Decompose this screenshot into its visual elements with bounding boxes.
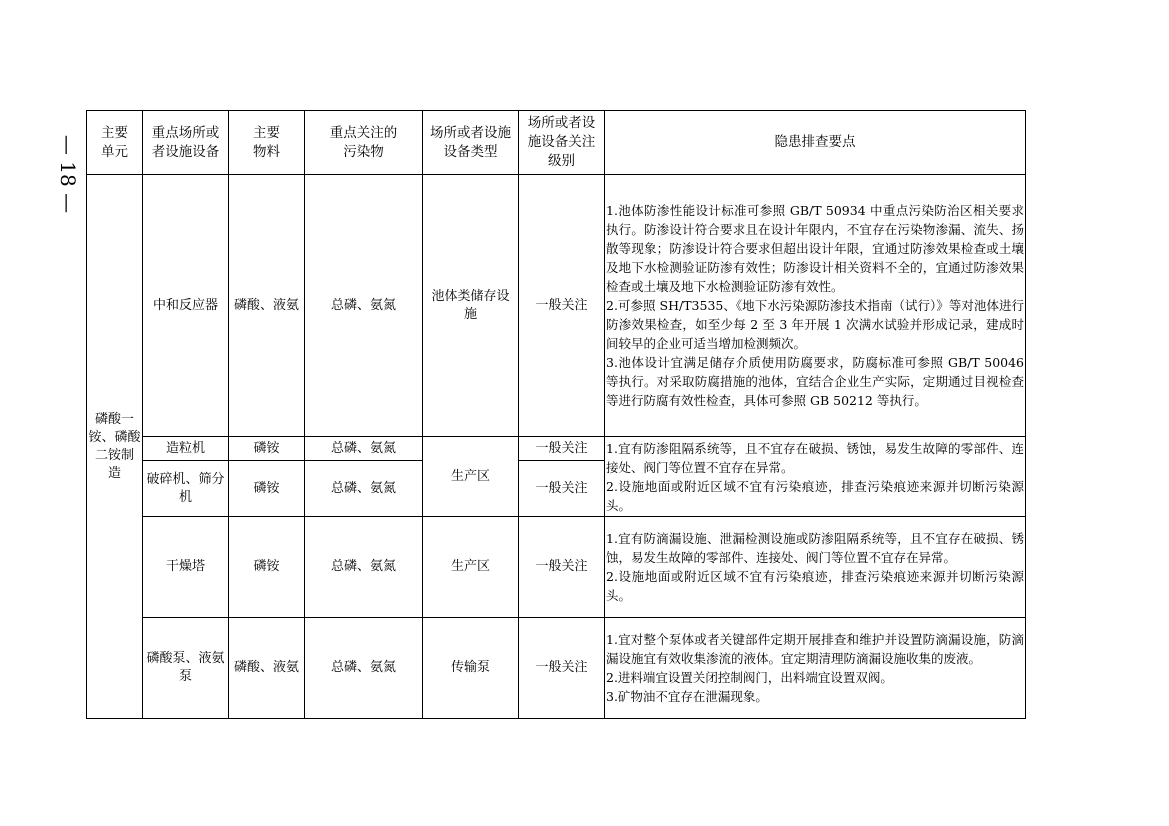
main-unit-text: 磷酸一 铵、磷酸 二铵制 造	[88, 411, 141, 481]
type-text: 传输泵	[450, 660, 490, 675]
facility-text: 中和反应器	[152, 297, 218, 313]
check-point-item: 2.进料端宜设置关闭控制阀门，出料端宜设置双阀。	[606, 670, 893, 685]
table-row	[87, 618, 1026, 719]
header-check-points	[605, 111, 1026, 175]
material-text: 磷铵	[253, 480, 280, 496]
check-point-item: 1.宜有防渗阻隔系统等，且不宜存在破损、锈蚀，易发生故障的零部件、连接处、阀门等位置不宜存在异常。	[606, 440, 1024, 475]
level-cell	[519, 618, 605, 719]
type-cell	[423, 517, 519, 618]
pollutant-text: 总磷、氨氮	[330, 297, 396, 313]
header-attention-level-label: 场所或者设 施设备关注 级别	[527, 115, 596, 169]
header-row	[87, 111, 1026, 175]
header-main-unit	[87, 111, 143, 175]
pollutant-text: 总磷、氨氮	[330, 559, 396, 574]
header-facility	[143, 111, 229, 175]
pollutant-cell	[305, 175, 423, 437]
header-attention-level	[519, 111, 605, 175]
facility-cell	[143, 461, 229, 517]
table-row	[87, 517, 1026, 618]
level-cell	[519, 461, 605, 517]
facility-cell	[143, 437, 229, 461]
material-text: 磷铵	[253, 559, 280, 574]
check-point-item: 2.可参照 SH/T3535、《地下水污染源防渗技术指南（试行）》等对池体进行防渗效果检查，如至少每 2 至 3 年开展 1 次满水试验并形成记录，建成时间较早的企业可适当增加检测频次。	[606, 298, 1024, 351]
level-cell	[519, 517, 605, 618]
material-text: 磷酸、液氨	[233, 297, 299, 313]
facility-cell	[143, 618, 229, 719]
pollutant-cell	[305, 461, 423, 517]
header-facility-type	[423, 111, 519, 175]
header-material-label: 主要 物料	[253, 124, 280, 160]
level-text: 一般关注	[535, 480, 588, 496]
page-number	[54, 132, 82, 216]
check-points-cell	[605, 175, 1026, 437]
check-point-item: 2.设施地面或附近区域不宜有污染痕迹，排查污染痕迹来源并切断污染源头。	[606, 478, 1024, 513]
main-unit-cell	[87, 175, 143, 719]
table-row	[87, 175, 1026, 437]
header-material	[229, 111, 305, 175]
level-text: 一般关注	[535, 297, 588, 313]
level-text: 一般关注	[535, 440, 588, 456]
material-cell	[229, 517, 305, 618]
pollutant-cell	[305, 437, 423, 461]
facility-text: 破碎机、筛分 机	[146, 471, 225, 505]
page-number-text: — 18 —	[56, 134, 81, 214]
header-main-unit-label: 主要 单元	[101, 124, 128, 160]
check-point-item: 3.矿物油不宜存在泄漏现象。	[606, 689, 768, 704]
material-cell	[229, 461, 305, 517]
pollutant-cell	[305, 618, 423, 719]
header-check-points-label: 隐患排查要点	[774, 134, 856, 150]
material-cell	[229, 437, 305, 461]
hazard-check-table	[86, 110, 1026, 719]
table-row	[87, 437, 1026, 461]
type-cell	[423, 618, 519, 719]
pollutant-text: 总磷、氨氮	[330, 480, 396, 496]
material-cell	[229, 618, 305, 719]
facility-cell	[143, 175, 229, 437]
material-text: 磷酸、液氨	[233, 660, 299, 675]
type-text: 生产区	[450, 559, 490, 574]
facility-text: 磷酸泵、液氨 泵	[146, 651, 225, 684]
check-point-item: 3.池体设计宜满足储存介质使用防腐要求，防腐标准可参照 GB/T 50046 等执行。对采取防腐措施的池体，宜结合企业生产实际，定期通过目视检查等进行防腐有效性检查，具体可参照 GB 50212 等执行。	[606, 355, 1024, 408]
type-cell	[423, 437, 519, 517]
header-facility-label: 重点场所或 者设施设备	[151, 124, 220, 160]
facility-text: 干燥塔	[165, 559, 205, 574]
check-points-cell	[605, 437, 1026, 517]
check-point-item: 1.宜对整个泵体或者关键部件定期开展排查和维护并设置防滴漏设施，防滴漏设施宜有效收集渗流的液体。宜定期清理防滴漏设施收集的废液。	[606, 632, 1024, 666]
check-points-cell	[605, 517, 1026, 618]
pollutant-cell	[305, 517, 423, 618]
level-text: 一般关注	[535, 559, 588, 574]
level-cell	[519, 175, 605, 437]
check-point-item: 2.设施地面或附近区域不宜有污染痕迹，排查污染痕迹来源并切断污染源头。	[606, 569, 1024, 603]
header-pollutant-label: 重点关注的 污染物	[329, 124, 398, 160]
type-cell	[423, 175, 519, 437]
check-point-item: 1.宜有防滴漏设施、泄漏检测设施或防渗阻隔系统等，且不宜存在破损、锈蚀，易发生故障的零部件、连接处、阀门等位置不宜存在异常。	[606, 531, 1024, 565]
check-point-item: 1.池体防渗性能设计标准可参照 GB/T 50934 中重点污染防治区相关要求执行。防渗设计符合要求且在设计年限内，不宜存在污染物渗漏、流失、扬散等现象；防渗设计符合要求但超出设计年限，宜通过防渗效果检查或土壤及地下水检测验证防渗有效性；防渗设计相关资料不全的，宜通过防渗效果检查或土壤及地下水检测验证防渗有效性。	[606, 203, 1024, 294]
type-text: 池体类储存设 施	[431, 288, 510, 322]
material-cell	[229, 175, 305, 437]
facility-text: 造粒机	[165, 440, 205, 456]
check-points-cell	[605, 618, 1026, 719]
header-pollutant	[305, 111, 423, 175]
level-cell	[519, 437, 605, 461]
header-facility-type-label: 场所或者设施 设备类型	[430, 124, 511, 160]
facility-cell	[143, 517, 229, 618]
material-text: 磷铵	[253, 440, 280, 456]
level-text: 一般关注	[535, 660, 588, 675]
pollutant-text: 总磷、氨氮	[330, 660, 396, 675]
type-text: 生产区	[450, 468, 490, 484]
pollutant-text: 总磷、氨氮	[330, 440, 396, 456]
